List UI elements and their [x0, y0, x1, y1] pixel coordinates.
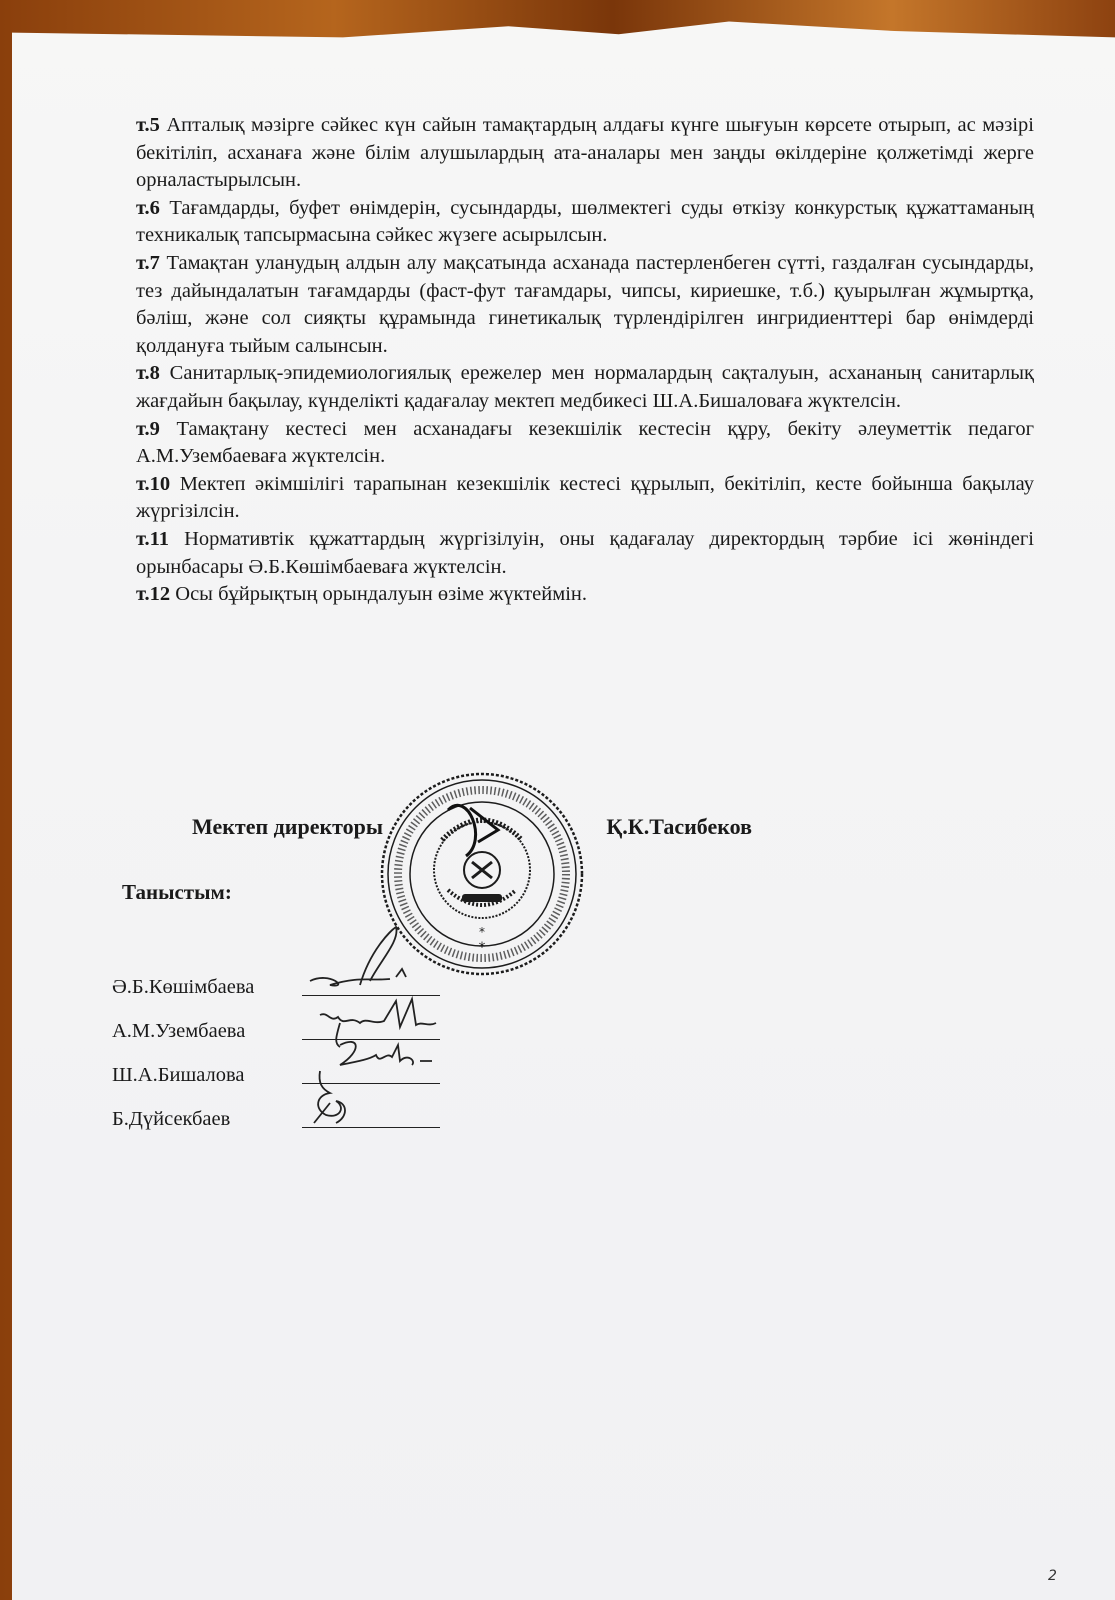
paragraph-number: т.7 — [136, 251, 160, 274]
paragraph-10 — [136, 471, 1034, 526]
director-name: Қ.К.Тасибеков — [606, 814, 752, 839]
signatory-list — [112, 965, 300, 1141]
paragraph-text: Тамақтан уланудың алдын алу мақсатында асханада пастерленбеген сүтті, газдалған сусындарды, тез дайындалатын тағамдарды (фаст-фут тағамдары, чипсы, кириешке, т.б.) қуырылған жұмыртқа, бәліш, және сол сияқты құрамында гинетикалық түрлендірілген ингридиенттері бар өнімдерді қолдануға тыйым салынсын. — [136, 251, 1034, 357]
director-title: Мектеп директоры — [192, 814, 384, 839]
paragraph-number: т.11 — [136, 527, 170, 550]
handwritten-signature — [300, 1063, 450, 1133]
signatory-row — [112, 1053, 300, 1097]
paragraph-number: т.8 — [136, 362, 160, 385]
paragraph-number: т.12 — [136, 583, 171, 606]
acquainted-heading: Таныстым: — [122, 880, 232, 904]
page-corner-mark: 2 — [1048, 1568, 1057, 1584]
paragraph-text: Тамақтану кестесі мен асханадағы кезекшілік кестесін құру, бекіту әлеуметтік педагог А.М.Узембаеваға жүктелсін. — [136, 417, 1034, 468]
paragraph-text: Апталық мәзірге сәйкес күн сайын тамақтардың алдағы күнге шығуын көрсете отырып, ас мәзірі бекітіліп, асханаға және білім алушылардың ата-аналары мен заңды өкілдеріне қолжетімді жерге орналастырылсын. — [136, 114, 1035, 192]
svg-text:*: * — [478, 940, 486, 956]
paragraph-9 — [136, 416, 1034, 471]
paragraph-number: т.9 — [136, 417, 160, 440]
paragraph-8 — [136, 360, 1034, 415]
signatory-row — [112, 1009, 300, 1053]
paragraph-text: Санитарлық-эпидемиологиялық ережелер мен нормалардың сақталуын, асхананың санитарлық жағдайын бақылау, күнделікті қадағалау мектеп медбикесі Ш.А.Бишаловаға жүктелсін. — [136, 362, 1034, 412]
stamp-banner — [462, 894, 502, 902]
handwritten-signature — [300, 921, 450, 991]
svg-text:*: * — [479, 925, 485, 939]
paragraph-12 — [136, 581, 1034, 609]
paragraph-number: т.5 — [136, 114, 160, 136]
signatory-row — [112, 1097, 300, 1141]
paragraph-6 — [136, 195, 1034, 250]
signatory-row — [112, 965, 300, 1009]
paragraph-text: Осы бұйрықтың орындалуын өзіме жүктеймін. — [170, 583, 587, 606]
paragraph-5 — [136, 112, 1034, 195]
paragraph-11 — [136, 526, 1034, 581]
signatory-name: Б.Дүйсекбаев — [112, 1107, 231, 1130]
signatory-name: Ә.Б.Көшімбаева — [112, 975, 255, 998]
signatory-name: Ш.А.Бишалова — [112, 1063, 245, 1086]
paragraph-number: т.10 — [136, 472, 171, 495]
signatory-name: А.М.Узембаева — [112, 1019, 246, 1042]
paragraph-number: т.6 — [136, 196, 160, 219]
paragraph-text: Нормативтік құжаттардың жүргізілуін, оны қадағалау директордың тәрбие ісі жөніндегі орынбасары Ә.Б.Көшімбаеваға жүктелсін. — [136, 527, 1035, 578]
paragraph-text: Мектеп әкімшілігі тарапынан кезекшілік кестесі құрылып, бекітіліп, кесте бойынша бақылау жүргізілсін. — [136, 472, 1034, 523]
director-signature-line — [192, 814, 752, 840]
paragraph-7 — [136, 250, 1034, 360]
paragraph-text: Тағамдарды, буфет өнімдерін, сусындарды, шөлмектегі суды өткізу конкурстық құжаттаманың техникалық тапсырмасына сәйкес жүзеге асырылсын. — [136, 196, 1034, 247]
document-body — [136, 112, 1034, 609]
